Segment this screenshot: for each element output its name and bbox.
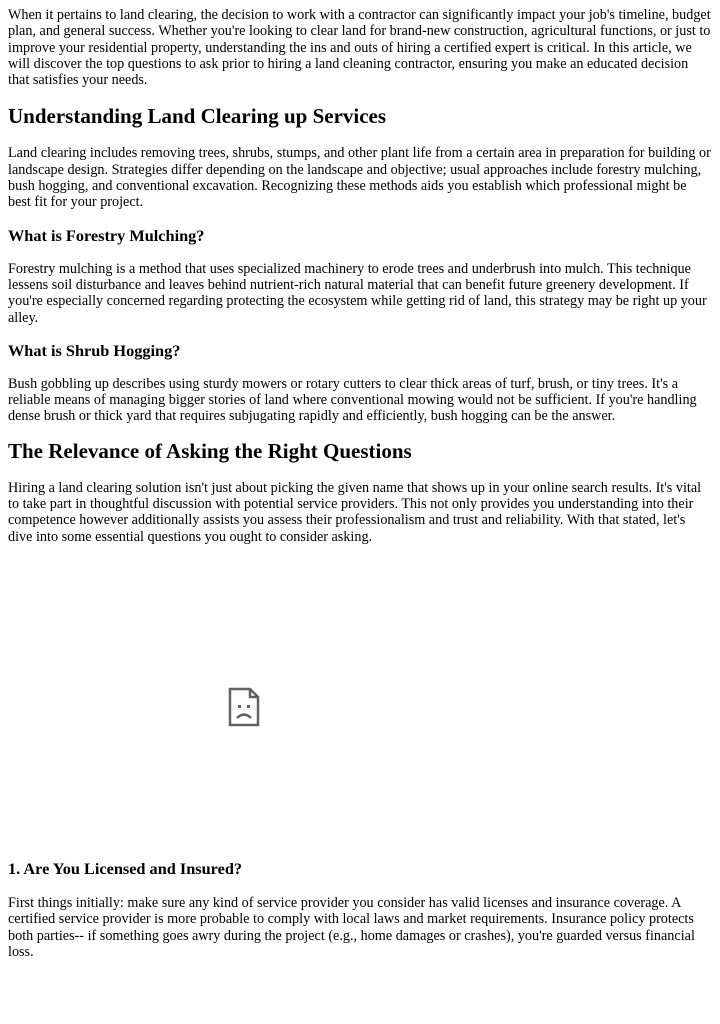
section-heading-land-clearing-services: Understanding Land Clearing up Services xyxy=(8,104,387,129)
paragraph-licensed-insured: First things initially: make sure any kind of service provider you consider has valid licenses and insurance coverage. A certified service provider is more probable to comply with local laws and market requirements. Insurance policy protects both parties-- if something goes awry during the project (e.g., home damages or crashes), you're guarded versus financial loss. xyxy=(8,894,695,960)
article xyxy=(0,7,720,960)
embedded-image xyxy=(8,550,478,855)
intro-paragraph: When it pertains to land clearing, the decision to work with a contractor can significantly impact your job's timeline, budget plan, and general success. Whether you're looking to clear land for brand-new construction, agricultural functions, or just to improve your residential property, understanding the ins and outs of hiring a certified expert is critical. In this article, we will discover the top questions to ask prior to hiring a land cleaning contractor, ensuring you make an educated decision that satisfies your needs. xyxy=(8,7,711,89)
section-heading-right-questions: The Relevance of Asking the Right Questions xyxy=(8,438,412,463)
paragraph-shrub-hogging: Bush gobbling up describes using sturdy mowers or rotary cutters to clear thick areas of turf, brush, or tiny trees. It's a reliable means of managing bigger stories of land where conventional mowing would not be sufficient. If you're handling dense brush or thick yard that requires subjugating rapidly and efficiently, bush hogging can be the answer. xyxy=(8,375,697,425)
subheading-shrub-hogging: What is Shrub Hogging? xyxy=(8,340,181,360)
subheading-licensed-insured: 1. Are You Licensed and Insured? xyxy=(8,858,243,878)
subheading-forestry-mulching: What is Forestry Mulching? xyxy=(8,225,205,245)
broken-image-icon xyxy=(228,687,260,727)
section-paragraph-land-clearing-services: Land clearing includes removing trees, shrubs, stumps, and other plant life from a certain area in preparation for building or landscape design. Strategies differ depending on the landscape and objective; usual approaches include forestry mulching, bush hogging, and conventional excavation. Recognizing these methods aids you establish which professional might be best fit for your project. xyxy=(8,145,711,211)
paragraph-forestry-mulching: Forestry mulching is a method that uses specialized machinery to erode trees and underbrush into mulch. This technique lessens soil disturbance and leaves behind nutrient-rich natural material that can benefit future greenery development. If you're especially concerned regarding protecting the ecosystem while getting rid of land, this strategy may be right up your alley. xyxy=(8,260,707,326)
section-paragraph-right-questions: Hiring a land clearing solution isn't just about picking the given name that shows up in your online search results. It's vital to take part in thoughtful discussion with potential service providers. This not only provides you understanding into their competence however additionally assists you assess their professionalism and trust and reliability. With that stated, let's dive into some essential questions you ought to consider asking. xyxy=(8,479,702,545)
